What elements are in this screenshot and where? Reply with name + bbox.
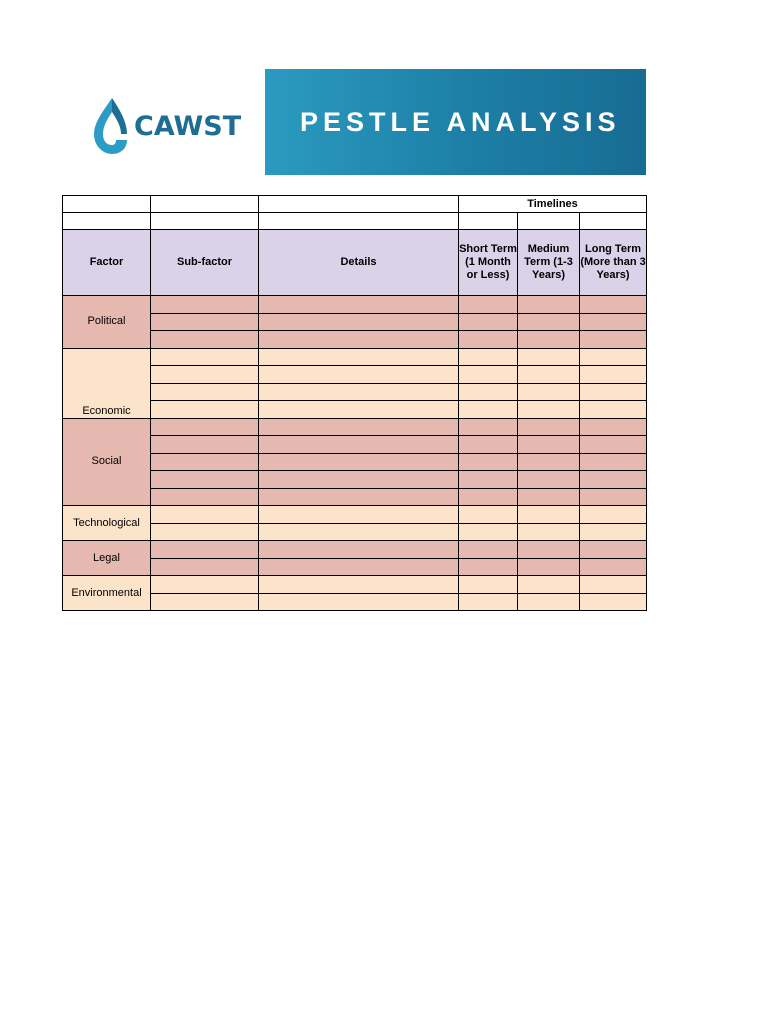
table-cell[interactable] <box>259 348 459 366</box>
factor-cell-environmental: Environmental <box>63 576 151 611</box>
table-cell[interactable] <box>518 366 580 384</box>
table-cell[interactable] <box>459 213 518 230</box>
table-cell[interactable] <box>151 436 259 454</box>
table-cell[interactable] <box>259 523 459 541</box>
title-banner <box>265 69 646 175</box>
table-row <box>63 366 647 384</box>
table-cell[interactable] <box>151 296 259 314</box>
table-cell[interactable] <box>580 576 647 594</box>
table-cell[interactable] <box>459 523 518 541</box>
table-cell[interactable] <box>518 313 580 331</box>
table-cell[interactable] <box>518 558 580 576</box>
details-header: Details <box>259 230 459 296</box>
table-cell[interactable] <box>459 331 518 349</box>
table-cell[interactable] <box>518 471 580 489</box>
table-row <box>63 213 647 230</box>
table-cell[interactable] <box>518 576 580 594</box>
table-cell[interactable] <box>259 593 459 611</box>
table-row <box>63 383 647 401</box>
table-cell[interactable] <box>259 488 459 506</box>
table-cell[interactable] <box>580 331 647 349</box>
table-cell[interactable] <box>259 471 459 489</box>
table-cell[interactable] <box>151 418 259 436</box>
table-cell[interactable] <box>580 366 647 384</box>
table-cell[interactable] <box>151 213 259 230</box>
table-row <box>63 296 647 314</box>
table-row <box>63 541 647 559</box>
factor-cell-political: Political <box>63 296 151 349</box>
table-cell[interactable] <box>459 453 518 471</box>
table-cell[interactable] <box>580 453 647 471</box>
table-cell[interactable] <box>259 558 459 576</box>
table-row <box>63 558 647 576</box>
table-cell[interactable] <box>518 541 580 559</box>
table-row <box>63 196 647 213</box>
table-cell[interactable] <box>580 313 647 331</box>
table-cell[interactable] <box>151 453 259 471</box>
table-row <box>63 418 647 436</box>
table-cell[interactable] <box>259 541 459 559</box>
medium-term-header: Medium Term (1-3 Years) <box>518 230 580 296</box>
table-cell[interactable] <box>151 541 259 559</box>
table-cell[interactable] <box>459 418 518 436</box>
table-cell[interactable] <box>580 541 647 559</box>
subfactor-header: Sub-factor <box>151 230 259 296</box>
table-cell[interactable] <box>580 401 647 419</box>
table-cell[interactable] <box>459 558 518 576</box>
table-cell[interactable] <box>580 213 647 230</box>
timelines-header: Timelines <box>459 196 647 213</box>
table-cell[interactable] <box>580 383 647 401</box>
table-cell[interactable] <box>459 401 518 419</box>
table-cell[interactable] <box>151 383 259 401</box>
table-row <box>63 488 647 506</box>
water-drop-icon <box>92 96 128 156</box>
factor-cell-economic: Economic <box>63 348 151 418</box>
table-cell[interactable] <box>580 558 647 576</box>
table-cell[interactable] <box>518 436 580 454</box>
table-cell[interactable] <box>459 348 518 366</box>
cawst-logo <box>92 96 242 156</box>
table-cell[interactable] <box>151 593 259 611</box>
table-cell[interactable] <box>459 593 518 611</box>
table-cell[interactable] <box>580 506 647 524</box>
factor-cell-technological: Technological <box>63 506 151 541</box>
table-cell[interactable] <box>518 593 580 611</box>
table-cell[interactable] <box>518 488 580 506</box>
table-cell[interactable] <box>63 213 151 230</box>
table-cell[interactable] <box>151 523 259 541</box>
table-cell[interactable] <box>459 296 518 314</box>
table-cell[interactable] <box>459 506 518 524</box>
factor-header: Factor <box>63 230 151 296</box>
table-row <box>63 593 647 611</box>
table-cell[interactable] <box>259 401 459 419</box>
table-row <box>63 436 647 454</box>
table-cell[interactable] <box>518 401 580 419</box>
table-cell[interactable] <box>259 313 459 331</box>
table-cell[interactable] <box>518 453 580 471</box>
table-cell[interactable] <box>518 331 580 349</box>
table-cell[interactable] <box>580 436 647 454</box>
table-cell[interactable] <box>459 488 518 506</box>
table-cell[interactable] <box>259 296 459 314</box>
pestle-table <box>62 195 647 611</box>
table-cell[interactable] <box>259 196 459 213</box>
table-row <box>63 523 647 541</box>
table-cell[interactable] <box>459 313 518 331</box>
table-cell[interactable] <box>518 348 580 366</box>
table-cell[interactable] <box>580 488 647 506</box>
table-cell[interactable] <box>151 313 259 331</box>
table-cell[interactable] <box>259 436 459 454</box>
table-cell[interactable] <box>151 331 259 349</box>
table-cell[interactable] <box>580 296 647 314</box>
table-cell[interactable] <box>259 366 459 384</box>
table-cell[interactable] <box>580 523 647 541</box>
table-cell[interactable] <box>580 348 647 366</box>
table-cell[interactable] <box>459 436 518 454</box>
table-cell[interactable] <box>151 576 259 594</box>
table-cell[interactable] <box>151 471 259 489</box>
table-cell[interactable] <box>518 383 580 401</box>
table-cell[interactable] <box>151 366 259 384</box>
table-cell[interactable] <box>151 558 259 576</box>
table-cell[interactable] <box>459 366 518 384</box>
table-cell[interactable] <box>259 418 459 436</box>
table-cell[interactable] <box>459 576 518 594</box>
table-cell[interactable] <box>518 296 580 314</box>
factor-cell-social: Social <box>63 418 151 506</box>
table-cell[interactable] <box>459 541 518 559</box>
table-cell[interactable] <box>63 196 151 213</box>
table-cell[interactable] <box>259 331 459 349</box>
table-row <box>63 576 647 594</box>
table-row <box>63 506 647 524</box>
table-cell[interactable] <box>518 523 580 541</box>
table-row <box>63 453 647 471</box>
table-cell[interactable] <box>259 506 459 524</box>
table-row <box>63 471 647 489</box>
table-row <box>63 331 647 349</box>
page-title: PESTLE ANALYSIS <box>300 106 621 137</box>
table-cell[interactable] <box>459 383 518 401</box>
table-cell[interactable] <box>259 576 459 594</box>
table-cell[interactable] <box>151 506 259 524</box>
table-cell[interactable] <box>518 418 580 436</box>
table-row <box>63 348 647 366</box>
table-cell[interactable] <box>151 488 259 506</box>
factor-cell-legal: Legal <box>63 541 151 576</box>
table-cell[interactable] <box>151 348 259 366</box>
table-cell[interactable] <box>151 401 259 419</box>
table-cell[interactable] <box>259 213 459 230</box>
table-cell[interactable] <box>518 506 580 524</box>
table-row <box>63 401 647 419</box>
table-cell[interactable] <box>580 593 647 611</box>
header-row <box>63 230 647 296</box>
table-cell[interactable] <box>259 453 459 471</box>
table-cell[interactable] <box>580 418 647 436</box>
long-term-header: Long Term (More than 3 Years) <box>580 230 647 296</box>
table-cell[interactable] <box>459 471 518 489</box>
table-cell[interactable] <box>259 383 459 401</box>
table-cell[interactable] <box>580 471 647 489</box>
logo-text: CAWST <box>134 110 242 142</box>
table-cell[interactable] <box>518 213 580 230</box>
table-row <box>63 313 647 331</box>
table-cell[interactable] <box>151 196 259 213</box>
short-term-header: Short Term (1 Month or Less) <box>459 230 518 296</box>
